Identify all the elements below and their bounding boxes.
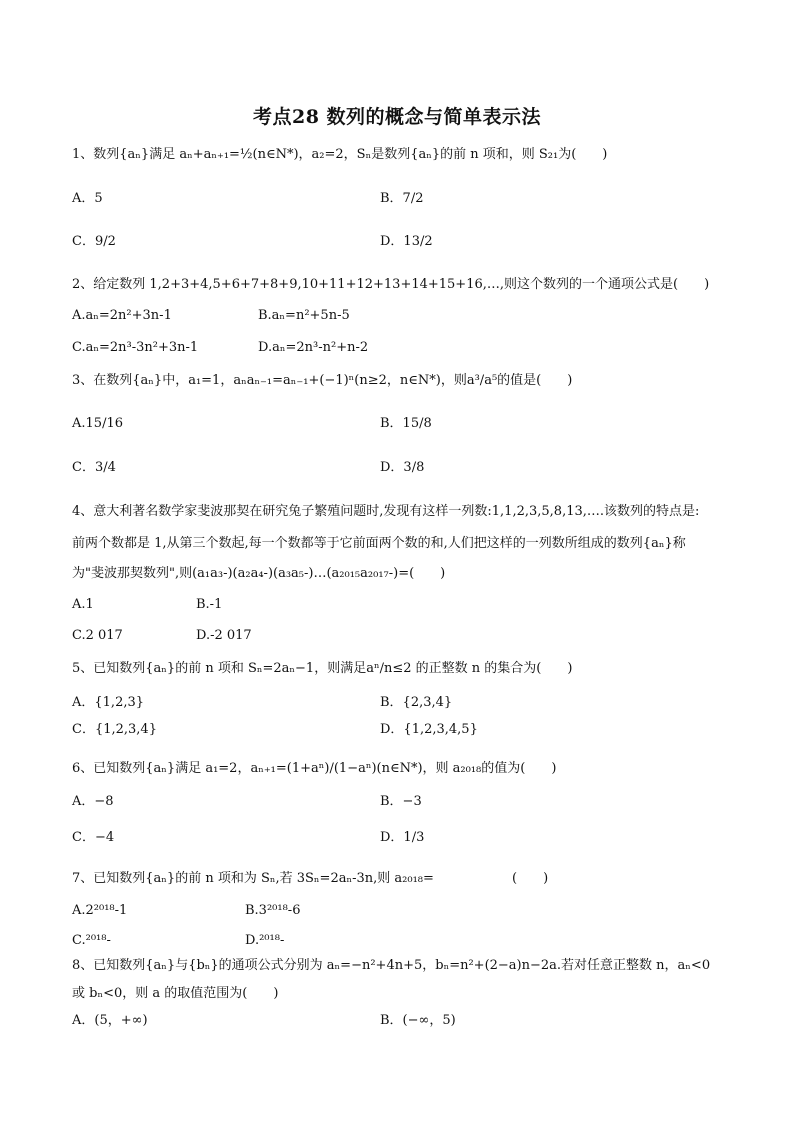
- question-2-stem: 2、给定数列 1,2+3+4,5+6+7+8+9,10+11+12+13+14+15+16,…,则这个数列的一个通项公式是( ): [72, 277, 710, 292]
- q6-option-a: A．−8: [72, 794, 114, 809]
- question-4-line-2: 前两个数都是 1,从第三个数起,每一个数都等于它前面两个数的和,人们把这样的一列数所组成的数列{aₙ}称: [72, 536, 686, 551]
- q3-option-a: A.15/16: [72, 416, 123, 431]
- q8-option-a: A．(5，+∞): [72, 1013, 148, 1028]
- q5-option-d: D．{1,2,3,4,5}: [380, 722, 478, 737]
- q7-option-a: A.2²⁰¹⁸-1: [72, 903, 128, 918]
- question-8-line-1: 8、已知数列{aₙ}与{bₙ}的通项公式分别为 aₙ=−n²+4n+5，bₙ=n²+(2−a)n−2a.若对任意正整数 n，aₙ<0: [72, 958, 711, 973]
- q2-option-d: D.aₙ=2n³-n²+n-2: [258, 340, 369, 355]
- q5-option-c: C．{1,2,3,4}: [72, 722, 157, 737]
- q7-option-d: D.²⁰¹⁸-: [245, 933, 285, 948]
- q7-option-c: C.²⁰¹⁸-: [72, 933, 111, 948]
- q8-option-b: B．(−∞，5): [380, 1013, 456, 1028]
- q1-text: 1、数列{aₙ}满足 aₙ+aₙ₊₁=½(n∈N*)，a₂=2，Sₙ是数列{aₙ}的前 n 项和，则 S₂₁为( ): [72, 147, 608, 162]
- q4-option-c: C.2 017: [72, 628, 123, 643]
- question-8-line-2: 或 bₙ<0，则 a 的取值范围为( ): [72, 986, 279, 1001]
- q1-option-a: A．5: [72, 191, 103, 206]
- question-5-stem: 5、已知数列{aₙ}的前 n 项和 Sₙ=2aₙ−1，则满足aⁿ/n≤2 的正整数 n 的集合为( ): [72, 661, 573, 676]
- question-3-stem: 3、在数列{aₙ}中，a₁=1，aₙaₙ₋₁=aₙ₋₁+(−1)ⁿ(n≥2，n∈N*)，则a³/a⁵的值是( ): [72, 373, 573, 388]
- question-4-line-3: 为"斐波那契数列",则(a₁a₃-)(a₂a₄-)(a₃a₅-)…(a₂₀₁₅a₂₀₁₇-)=( ): [72, 566, 446, 581]
- q7-option-b: B.3²⁰¹⁸-6: [245, 903, 301, 918]
- q3-option-b: B．15/8: [380, 416, 432, 431]
- q7-answer-paren: ( ): [512, 871, 549, 886]
- q6-option-b: B．−3: [380, 794, 422, 809]
- question-7-stem: 7、已知数列{aₙ}的前 n 项和为 Sₙ,若 3Sₙ=2aₙ-3n,则 a₂₀₁₈=: [72, 871, 434, 886]
- q2-option-b: B.aₙ=n²+5n-5: [258, 308, 350, 323]
- q6-option-c: C．−4: [72, 830, 115, 845]
- q5-option-b: B．{2,3,4}: [380, 695, 453, 710]
- q4-option-d: D.-2 017: [196, 628, 252, 643]
- q1-option-d: D．13/2: [380, 234, 433, 249]
- page-title: 考点28 数列的概念与简单表示法: [252, 106, 542, 128]
- question-6-stem: 6、已知数列{aₙ}满足 a₁=2，aₙ₊₁=(1+aⁿ)/(1−aⁿ)(n∈N*)，则 a₂₀₁₈的值为( ): [72, 761, 557, 776]
- q1-option-b: B．7/2: [380, 191, 424, 206]
- q3-option-d: D．3/8: [380, 460, 425, 475]
- q4-option-a: A.1: [72, 597, 94, 612]
- q1-option-c: C．9/2: [72, 234, 116, 249]
- q6-option-d: D．1/3: [380, 830, 425, 845]
- question-4-line-1: 4、意大利著名数学家斐波那契在研究兔子繁殖问题时,发现有这样一列数:1,1,2,3,5,8,13,….该数列的特点是:: [72, 504, 700, 519]
- q4-option-b: B.-1: [196, 597, 223, 612]
- q3-option-c: C．3/4: [72, 460, 116, 475]
- q2-option-a: A.aₙ=2n²+3n-1: [72, 308, 172, 323]
- question-1-stem: [72, 146, 607, 164]
- q5-option-a: A．{1,2,3}: [72, 695, 145, 710]
- q2-option-c: C.aₙ=2n³-3n²+3n-1: [72, 340, 199, 355]
